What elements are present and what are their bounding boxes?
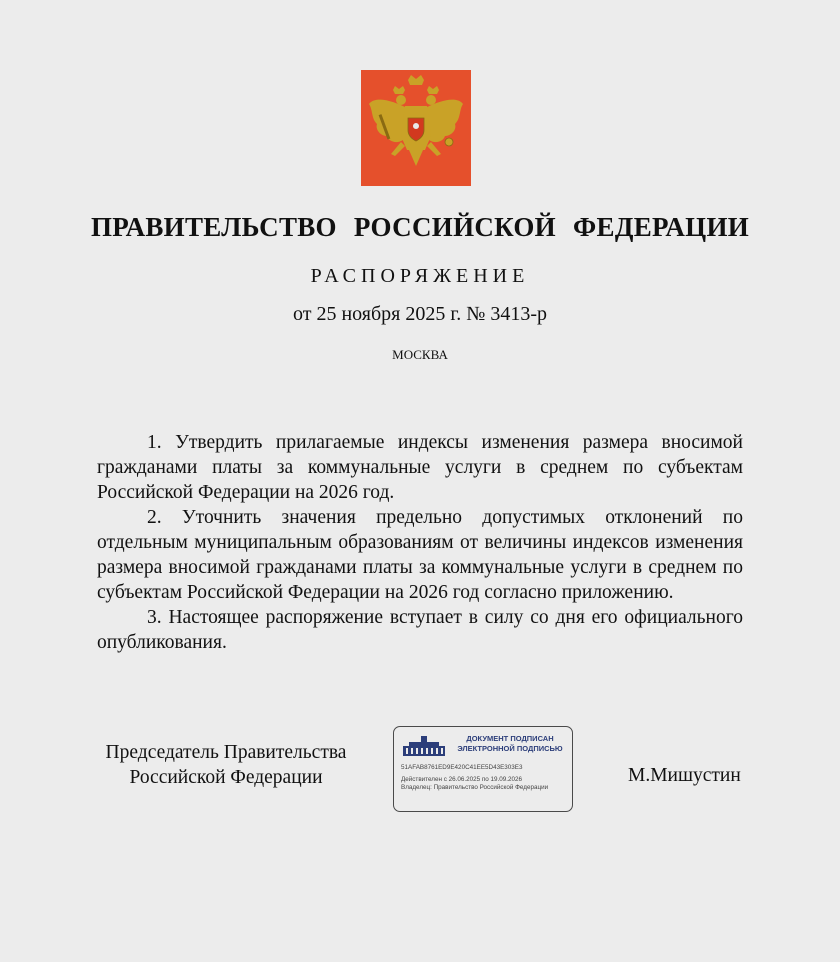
document-date-number: от 25 ноября 2025 г. № 3413-р — [292, 303, 548, 325]
government-title: ПРАВИТЕЛЬСТВО РОССИЙСКОЙ ФЕДЕРАЦИИ — [90, 212, 750, 242]
paragraph-1: 1. Утвердить прилагаемые индексы изменения размера вносимой гражданами платы за коммунальные услуги в среднем по субъектам Российской Федерации на 2026 год. — [97, 432, 743, 503]
signer-position-line-2: Российской Федерации — [129, 767, 323, 788]
document-type: РАСПОРЯЖЕНИЕ — [310, 265, 530, 287]
signer-position — [96, 740, 356, 790]
stamp-title-line-1: ДОКУМЕНТ ПОДПИСАН — [466, 734, 554, 743]
signer-position-line-1: Председатель Правительства — [105, 742, 347, 763]
government-building-icon — [401, 735, 447, 757]
electronic-signature-stamp — [393, 726, 573, 812]
stamp-certificate: 51AFAB8761ED9E420C41EE5D43E303E3 — [401, 764, 523, 771]
paragraph-2: 2. Уточнить значения предельно допустимых отклонений по отдельным муниципальным образованиям от величины индексов изменения размера вносимой гражданами платы за коммунальные услуги в среднем по субъектам Российской Федерации на 2026 год согласно приложению. — [97, 507, 743, 603]
stamp-title — [452, 734, 568, 754]
stamp-title-line-2: ЭЛЕКТРОННОЙ ПОДПИСЬЮ — [457, 744, 563, 753]
document-city: МОСКВА — [392, 347, 448, 362]
stamp-validity: Действителен с 26.06.2025 по 19.09.2026 — [401, 776, 523, 783]
signer-name: М.Мишустин — [628, 765, 741, 786]
paragraph-3: 3. Настоящее распоряжение вступает в силу со дня его официального опубликования. — [97, 607, 743, 653]
stamp-owner: Владелец: Правительство Российской Федерации — [401, 784, 549, 791]
coat-of-arms-icon — [361, 70, 471, 186]
document-body — [97, 430, 743, 655]
